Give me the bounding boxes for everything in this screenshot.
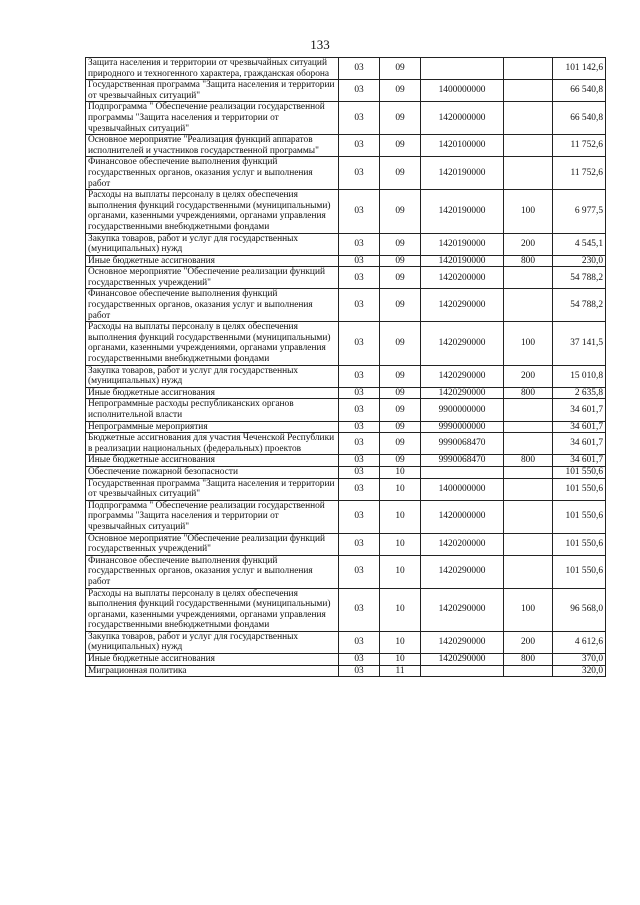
section-code-cell: 03 xyxy=(339,255,380,267)
table-row xyxy=(86,433,606,455)
target-article-cell: 9900000000 xyxy=(421,399,504,421)
section-code-cell: 03 xyxy=(339,588,380,631)
amount-cell: 66 540,8 xyxy=(553,102,606,135)
budget-table xyxy=(85,57,606,677)
amount-cell: 101 550,6 xyxy=(553,555,606,588)
expense-type-cell: 200 xyxy=(504,365,553,387)
table-row xyxy=(86,102,606,135)
subsection-code-cell: 10 xyxy=(380,631,421,653)
expense-name-cell: Закупка товаров, работ и услуг для государственных (муниципальных) нужд xyxy=(86,365,339,387)
expense-type-cell xyxy=(504,665,553,677)
section-code-cell: 03 xyxy=(339,665,380,677)
target-article-cell: 9990000000 xyxy=(421,421,504,433)
amount-cell: 230,0 xyxy=(553,255,606,267)
table-row xyxy=(86,387,606,399)
expense-type-cell xyxy=(504,289,553,322)
target-article-cell xyxy=(421,665,504,677)
subsection-code-cell: 11 xyxy=(380,665,421,677)
page-number: 133 xyxy=(310,37,330,52)
expense-name-cell: Иные бюджетные ассигнования xyxy=(86,654,339,666)
section-code-cell: 03 xyxy=(339,433,380,455)
amount-cell: 15 010,8 xyxy=(553,365,606,387)
subsection-code-cell: 09 xyxy=(380,267,421,289)
expense-name-cell: Миграционная политика xyxy=(86,665,339,677)
expense-type-cell: 800 xyxy=(504,255,553,267)
subsection-code-cell: 10 xyxy=(380,478,421,500)
expense-type-cell xyxy=(504,466,553,478)
section-code-cell: 03 xyxy=(339,478,380,500)
target-article-cell: 1420290000 xyxy=(421,387,504,399)
table-row xyxy=(86,190,606,233)
subsection-code-cell: 09 xyxy=(380,365,421,387)
target-article-cell xyxy=(421,58,504,80)
subsection-code-cell: 09 xyxy=(380,58,421,80)
amount-cell: 101 550,6 xyxy=(553,466,606,478)
section-code-cell: 03 xyxy=(339,58,380,80)
expense-type-cell xyxy=(504,500,553,533)
table-row xyxy=(86,157,606,190)
target-article-cell: 1420290000 xyxy=(421,555,504,588)
section-code-cell: 03 xyxy=(339,190,380,233)
target-article-cell: 1420190000 xyxy=(421,233,504,255)
expense-name-cell: Основное мероприятие "Обеспечение реализации функций государственных учреждений" xyxy=(86,533,339,555)
expense-name-cell: Бюджетные ассигнования для участия Чеченской Республики в реализации национальных (федеральных) проектов xyxy=(86,433,339,455)
amount-cell: 66 540,8 xyxy=(553,80,606,102)
amount-cell: 11 752,6 xyxy=(553,157,606,190)
expense-name-cell: Расходы на выплаты персоналу в целях обеспечения выполнения функций государственными (муниципальными) органами, казенными учреждениями, органами управления государственными внебюджетными фондами xyxy=(86,190,339,233)
table-row xyxy=(86,466,606,478)
section-code-cell: 03 xyxy=(339,399,380,421)
table-row xyxy=(86,665,606,677)
section-code-cell: 03 xyxy=(339,455,380,467)
expense-type-cell xyxy=(504,58,553,80)
expense-type-cell: 200 xyxy=(504,233,553,255)
subsection-code-cell: 09 xyxy=(380,157,421,190)
expense-name-cell: Подпрограмма " Обеспечение реализации государственной программы "Защита населения и территории от чрезвычайных ситуаций" xyxy=(86,102,339,135)
expense-type-cell xyxy=(504,555,553,588)
section-code-cell: 03 xyxy=(339,654,380,666)
expense-type-cell xyxy=(504,433,553,455)
expense-name-cell: Основное мероприятие "Реализация функций аппаратов исполнителей и участников государственной программы" xyxy=(86,135,339,157)
subsection-code-cell: 09 xyxy=(380,421,421,433)
expense-type-cell: 800 xyxy=(504,654,553,666)
expense-name-cell: Закупка товаров, работ и услуг для государственных (муниципальных) нужд xyxy=(86,233,339,255)
target-article-cell: 1420290000 xyxy=(421,654,504,666)
table-row xyxy=(86,500,606,533)
table-row xyxy=(86,455,606,467)
subsection-code-cell: 09 xyxy=(380,255,421,267)
expense-name-cell: Расходы на выплаты персоналу в целях обеспечения выполнения функций государственными (муниципальными) органами, казенными учреждениями, органами управления государственными внебюджетными фондами xyxy=(86,588,339,631)
section-code-cell: 03 xyxy=(339,80,380,102)
subsection-code-cell: 09 xyxy=(380,135,421,157)
expense-name-cell: Иные бюджетные ассигнования xyxy=(86,255,339,267)
table-row xyxy=(86,588,606,631)
expense-type-cell xyxy=(504,399,553,421)
expense-type-cell xyxy=(504,135,553,157)
amount-cell: 101 550,6 xyxy=(553,500,606,533)
section-code-cell: 03 xyxy=(339,289,380,322)
subsection-code-cell: 09 xyxy=(380,322,421,365)
target-article-cell: 1420190000 xyxy=(421,157,504,190)
section-code-cell: 03 xyxy=(339,102,380,135)
expense-name-cell: Закупка товаров, работ и услуг для государственных (муниципальных) нужд xyxy=(86,631,339,653)
section-code-cell: 03 xyxy=(339,365,380,387)
amount-cell: 54 788,2 xyxy=(553,289,606,322)
section-code-cell: 03 xyxy=(339,267,380,289)
subsection-code-cell: 09 xyxy=(380,387,421,399)
subsection-code-cell: 09 xyxy=(380,455,421,467)
subsection-code-cell: 09 xyxy=(380,80,421,102)
target-article-cell: 9990068470 xyxy=(421,433,504,455)
amount-cell: 34 601,7 xyxy=(553,455,606,467)
target-article-cell: 1420290000 xyxy=(421,365,504,387)
expense-name-cell: Финансовое обеспечение выполнения функций государственных органов, оказания услуг и выполнения работ xyxy=(86,289,339,322)
subsection-code-cell: 09 xyxy=(380,289,421,322)
table-row xyxy=(86,654,606,666)
table-row xyxy=(86,399,606,421)
table-row xyxy=(86,58,606,80)
amount-cell: 2 635,8 xyxy=(553,387,606,399)
amount-cell: 370,0 xyxy=(553,654,606,666)
section-code-cell: 03 xyxy=(339,631,380,653)
table-row xyxy=(86,289,606,322)
expense-type-cell xyxy=(504,80,553,102)
table-row xyxy=(86,631,606,653)
expense-name-cell: Защита населения и территории от чрезвычайных ситуаций природного и техногенного характера, гражданская оборона xyxy=(86,58,339,80)
subsection-code-cell: 10 xyxy=(380,555,421,588)
target-article-cell: 1420290000 xyxy=(421,631,504,653)
expense-name-cell: Непрограммные мероприятия xyxy=(86,421,339,433)
subsection-code-cell: 10 xyxy=(380,654,421,666)
section-code-cell: 03 xyxy=(339,322,380,365)
target-article-cell: 1420100000 xyxy=(421,135,504,157)
section-code-cell: 03 xyxy=(339,466,380,478)
subsection-code-cell: 09 xyxy=(380,190,421,233)
subsection-code-cell: 09 xyxy=(380,233,421,255)
subsection-code-cell: 10 xyxy=(380,533,421,555)
amount-cell: 37 141,5 xyxy=(553,322,606,365)
amount-cell: 54 788,2 xyxy=(553,267,606,289)
target-article-cell: 1420190000 xyxy=(421,255,504,267)
table-row xyxy=(86,255,606,267)
target-article-cell: 1420200000 xyxy=(421,533,504,555)
subsection-code-cell: 10 xyxy=(380,466,421,478)
section-code-cell: 03 xyxy=(339,135,380,157)
expense-type-cell xyxy=(504,267,553,289)
table-row xyxy=(86,533,606,555)
target-article-cell: 1420000000 xyxy=(421,500,504,533)
amount-cell: 4 612,6 xyxy=(553,631,606,653)
expense-type-cell xyxy=(504,533,553,555)
target-article-cell: 1420000000 xyxy=(421,102,504,135)
target-article-cell: 1420190000 xyxy=(421,190,504,233)
expense-name-cell: Расходы на выплаты персоналу в целях обеспечения выполнения функций государственными (муниципальными) органами, казенными учреждениями, органами управления государственными внебюджетными фондами xyxy=(86,322,339,365)
table-row xyxy=(86,322,606,365)
section-code-cell: 03 xyxy=(339,421,380,433)
expense-type-cell: 800 xyxy=(504,455,553,467)
expense-name-cell: Обеспечение пожарной безопасности xyxy=(86,466,339,478)
expense-name-cell: Иные бюджетные ассигнования xyxy=(86,455,339,467)
subsection-code-cell: 10 xyxy=(380,500,421,533)
expense-type-cell: 200 xyxy=(504,631,553,653)
subsection-code-cell: 10 xyxy=(380,588,421,631)
amount-cell: 101 142,6 xyxy=(553,58,606,80)
expense-type-cell xyxy=(504,478,553,500)
amount-cell: 4 545,1 xyxy=(553,233,606,255)
table-row xyxy=(86,365,606,387)
target-article-cell: 1400000000 xyxy=(421,80,504,102)
amount-cell: 101 550,6 xyxy=(553,478,606,500)
section-code-cell: 03 xyxy=(339,157,380,190)
expense-name-cell: Финансовое обеспечение выполнения функций государственных органов, оказания услуг и выполнения работ xyxy=(86,157,339,190)
table-row xyxy=(86,555,606,588)
amount-cell: 34 601,7 xyxy=(553,421,606,433)
expense-name-cell: Государственная программа "Защита населения и территории от чрезвычайных ситуаций" xyxy=(86,80,339,102)
section-code-cell: 03 xyxy=(339,555,380,588)
target-article-cell: 1420290000 xyxy=(421,322,504,365)
expense-type-cell xyxy=(504,157,553,190)
target-article-cell: 1420290000 xyxy=(421,289,504,322)
target-article-cell: 1420290000 xyxy=(421,588,504,631)
target-article-cell: 9990068470 xyxy=(421,455,504,467)
subsection-code-cell: 09 xyxy=(380,433,421,455)
expense-name-cell: Финансовое обеспечение выполнения функций государственных органов, оказания услуг и выполнения работ xyxy=(86,555,339,588)
amount-cell: 6 977,5 xyxy=(553,190,606,233)
table-row xyxy=(86,478,606,500)
amount-cell: 96 568,0 xyxy=(553,588,606,631)
amount-cell: 34 601,7 xyxy=(553,399,606,421)
table-row xyxy=(86,267,606,289)
expense-name-cell: Иные бюджетные ассигнования xyxy=(86,387,339,399)
subsection-code-cell: 09 xyxy=(380,102,421,135)
amount-cell: 101 550,6 xyxy=(553,533,606,555)
expense-type-cell xyxy=(504,102,553,135)
section-code-cell: 03 xyxy=(339,500,380,533)
expense-type-cell: 100 xyxy=(504,588,553,631)
table-row xyxy=(86,233,606,255)
amount-cell: 11 752,6 xyxy=(553,135,606,157)
expense-type-cell: 100 xyxy=(504,190,553,233)
target-article-cell xyxy=(421,466,504,478)
expense-name-cell: Непрограммные расходы республиканских органов исполнительной власти xyxy=(86,399,339,421)
amount-cell: 34 601,7 xyxy=(553,433,606,455)
subsection-code-cell: 09 xyxy=(380,399,421,421)
section-code-cell: 03 xyxy=(339,387,380,399)
table-row xyxy=(86,421,606,433)
expense-name-cell: Подпрограмма " Обеспечение реализации государственной программы "Защита населения и территории от чрезвычайных ситуаций" xyxy=(86,500,339,533)
expense-name-cell: Основное мероприятие "Обеспечение реализации функций государственных учреждений" xyxy=(86,267,339,289)
target-article-cell: 1420200000 xyxy=(421,267,504,289)
expense-name-cell: Государственная программа "Защита населения и территории от чрезвычайных ситуаций" xyxy=(86,478,339,500)
amount-cell: 320,0 xyxy=(553,665,606,677)
table-row xyxy=(86,135,606,157)
target-article-cell: 1400000000 xyxy=(421,478,504,500)
expense-type-cell: 800 xyxy=(504,387,553,399)
expense-type-cell: 100 xyxy=(504,322,553,365)
section-code-cell: 03 xyxy=(339,233,380,255)
budget-table-body xyxy=(86,58,606,677)
table-row xyxy=(86,80,606,102)
section-code-cell: 03 xyxy=(339,533,380,555)
expense-type-cell xyxy=(504,421,553,433)
